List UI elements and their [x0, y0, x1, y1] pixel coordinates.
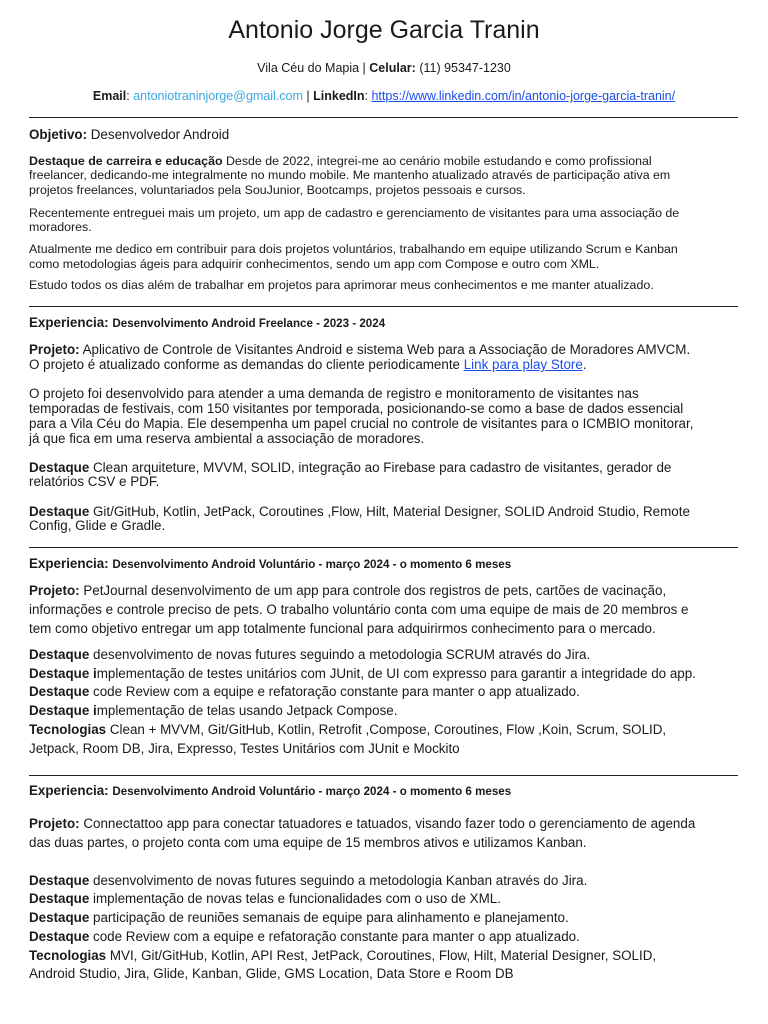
- tech-line: Jetpack, Room DB, Jira, Expresso, Testes Unitários com JUnit e Mockito: [29, 741, 460, 756]
- project-line: O projeto é atualizado conforme as demandas do cliente periodicamente Link para play Store.: [29, 357, 587, 372]
- highlight-text: Git/GitHub, Kotlin, JetPack, Coroutines ,Flow, Hilt, Material Designer, SOLID Android Studio, Remote: [93, 504, 690, 519]
- highlight-label: Destaque: [29, 460, 90, 475]
- objective: [29, 127, 229, 142]
- experience-title: [29, 315, 385, 330]
- highlight-line: [29, 647, 590, 662]
- experience-role: Desenvolvimento Android Freelance - 2023 - 2024: [112, 317, 386, 330]
- summary-line: Estudo todos os dias além de trabalhar em projetos para aprimorar meus conhecimentos e me manter atualizado.: [29, 278, 654, 292]
- highlight-text: mplementação de testes unitários com JUnit, de UI com expresso para garantir a integridade do app.: [96, 666, 696, 681]
- highlight-line: [29, 684, 580, 699]
- contact-line-email-linkedin: Email: antoniotraninjorge@gmail.com | LinkedIn: https://www.linkedin.com/in/antonio-jorge-garcia-tranin/: [92, 89, 676, 103]
- project-text: O projeto é atualizado conforme as demandas do cliente periodicamente: [29, 357, 460, 372]
- project-line: [29, 342, 690, 357]
- experience-title: [29, 556, 511, 571]
- highlight-text: desenvolvimento de novas futures seguindo a metodologia SCRUM através do Jira.: [93, 647, 591, 662]
- tech-line: [29, 722, 666, 737]
- experience-label: Experiencia:: [29, 556, 109, 571]
- project-line: das duas partes, o projeto conta com uma equipe de 15 membros ativos e utilizamos Kanban.: [29, 835, 587, 850]
- divider: [29, 306, 738, 307]
- tech-line: Android Studio, Jira, Glide, Kanban, Glide, GMS Location, Data Store e Room DB: [29, 966, 514, 981]
- highlight-text: desenvolvimento de novas futures seguindo a metodologia Kanban através do Jira.: [93, 873, 588, 888]
- contact-line-location-phone: Vila Céu do Mapia | Celular: (11) 95347-1230: [257, 61, 511, 75]
- highlight-line: [29, 929, 580, 944]
- project-text: Connectattoo app para conectar tatuadores e tatuados, visando fazer todo o gerenciamento de agenda: [83, 816, 696, 831]
- summary-line: como metodologias ágeis para adquirir conhecimentos, sendo um app com Compose e outro com XML.: [29, 257, 600, 271]
- highlight-label: Destaque: [29, 910, 90, 925]
- summary-line: projetos freelances, voluntariados pela SouJunior, Bootcamps, projetos pessoais e cursos.: [29, 183, 526, 197]
- summary-line: freelancer, dedicando-me integralmente no mundo mobile. Me mantenho atualizado através de participação ativa em: [29, 168, 671, 182]
- summary-line: Atualmente me dedico em contribuir para dois projetos voluntários, trabalhando em equipe utilizando Scrum e Kanban: [29, 242, 678, 256]
- highlight-text: Clean arquiteture, MVVM, SOLID, integração ao Firebase para cadastro de visitantes, gerador de: [93, 460, 672, 475]
- project-label: Projeto:: [29, 816, 80, 831]
- experience-role: Desenvolvimento Android Voluntário - março 2024 - o momento 6 meses: [112, 558, 512, 571]
- highlight-text: code Review com a equipe e refatoração constante para manter o app atualizado.: [93, 684, 580, 699]
- tech-line: [29, 948, 656, 963]
- description-line: para a Vila Céu do Mapia. Ele desempenha um papel crucial no controle de visitantes para o ICMBIO monitorar,: [29, 416, 694, 431]
- location: Vila Céu do Mapia: [257, 61, 360, 75]
- project-text: Aplicativo de Controle de Visitantes Android e sistema Web para a Associação de Moradores AMVCM.: [82, 342, 691, 357]
- project-line: tem como objetivo entregar um app totalmente funcional para adquirirmos conhecimento para o mercado.: [29, 621, 656, 636]
- project-line: [29, 816, 695, 831]
- highlight-label: Destaque i: [29, 666, 97, 681]
- highlight-label: Destaque: [29, 684, 90, 699]
- summary-line: [29, 154, 652, 169]
- objective-label: Objetivo:: [29, 127, 88, 142]
- highlight-label: Destaque: [29, 891, 90, 906]
- highlight-line: [29, 910, 569, 925]
- highlight-text: code Review com a equipe e refatoração constante para manter o app atualizado.: [93, 929, 580, 944]
- project-label: Projeto:: [29, 342, 80, 357]
- project-line: [29, 583, 666, 598]
- project-line: informações e controle preciso de pets. O trabalho voluntário conta com uma equipe de mais de 20 membros e: [29, 602, 689, 617]
- candidate-name: Antonio Jorge Garcia Tranin: [228, 16, 540, 44]
- email-label: Email: [92, 89, 127, 103]
- highlight-line: [29, 504, 690, 519]
- highlight-label: Destaque: [29, 647, 90, 662]
- email-link[interactable]: antoniotraninjorge@gmail.com: [133, 89, 303, 103]
- project-text: PetJournal desenvolvimento de um app para controle dos registros de pets, cartões de vacinação,: [83, 583, 667, 598]
- description-line: O projeto foi desenvolvido para atender a uma demanda de registro e monitoramento de visitantes nas: [29, 386, 639, 401]
- highlight-text: implementação de novas telas e funcionalidades com o uso de XML.: [93, 891, 501, 906]
- experience-label: Experiencia:: [29, 315, 109, 330]
- summary-text: Desde de 2022, integrei-me ao cenário mobile estudando e como profissional: [225, 154, 652, 168]
- highlight-line: [29, 460, 671, 475]
- objective-value: Desenvolvedor Android: [90, 127, 230, 142]
- tech-text: Clean + MVVM, Git/GitHub, Kotlin, Retrofit ,Compose, Coroutines, Flow ,Koin, Scrum, SOLID,: [109, 722, 667, 737]
- phone-number: (11) 95347-1230: [419, 61, 511, 75]
- highlight-line: [29, 873, 587, 888]
- project-label: Projeto:: [29, 583, 80, 598]
- play-store-link[interactable]: Link para play Store: [463, 357, 583, 372]
- experience-label: Experiencia:: [29, 783, 109, 798]
- highlight-line: [29, 666, 696, 681]
- divider: [29, 547, 738, 548]
- highlight-label: Destaque i: [29, 703, 97, 718]
- highlight-text: participação de reuniões semanais de equipe para alinhamento e planejamento.: [93, 910, 569, 925]
- highlight-line: Config, Glide e Gradle.: [29, 518, 166, 533]
- highlight-label: Destaque: [29, 929, 90, 944]
- divider: [29, 775, 738, 776]
- description-line: já que fica em uma reserva ambiental a associação de moradores.: [29, 431, 425, 446]
- highlight-label: Destaque: [29, 504, 90, 519]
- linkedin-label: LinkedIn: [313, 89, 365, 103]
- highlight-label: Destaque: [29, 873, 90, 888]
- summary-line: Recentemente entreguei mais um projeto, um app de cadastro e gerenciamento de visitantes para uma associação de: [29, 206, 680, 220]
- highlight-line: relatórios CSV e PDF.: [29, 474, 160, 489]
- phone-label: Celular:: [369, 61, 416, 75]
- tech-label: Tecnologias: [29, 722, 107, 737]
- divider: [29, 117, 738, 118]
- summary-highlight-label: Destaque de carreira e educação: [29, 154, 223, 168]
- highlight-line: [29, 703, 397, 718]
- experience-role: Desenvolvimento Android Voluntário - março 2024 - o momento 6 meses: [112, 785, 512, 798]
- highlight-text: mplementação de telas usando Jetpack Compose.: [96, 703, 398, 718]
- highlight-line: [29, 891, 501, 906]
- summary-line: moradores.: [29, 220, 92, 234]
- tech-text: MVI, Git/GitHub, Kotlin, API Rest, JetPack, Coroutines, Flow, Hilt, Material Designer, SOLID,: [109, 948, 657, 963]
- tech-label: Tecnologias: [29, 948, 107, 963]
- description-line: temporadas de festivais, com 150 visitantes por temporada, posicionando-se como a base de dados essencial: [29, 401, 684, 416]
- linkedin-link[interactable]: https://www.linkedin.com/in/antonio-jorge-garcia-tranin/: [371, 89, 676, 103]
- experience-title: [29, 783, 511, 798]
